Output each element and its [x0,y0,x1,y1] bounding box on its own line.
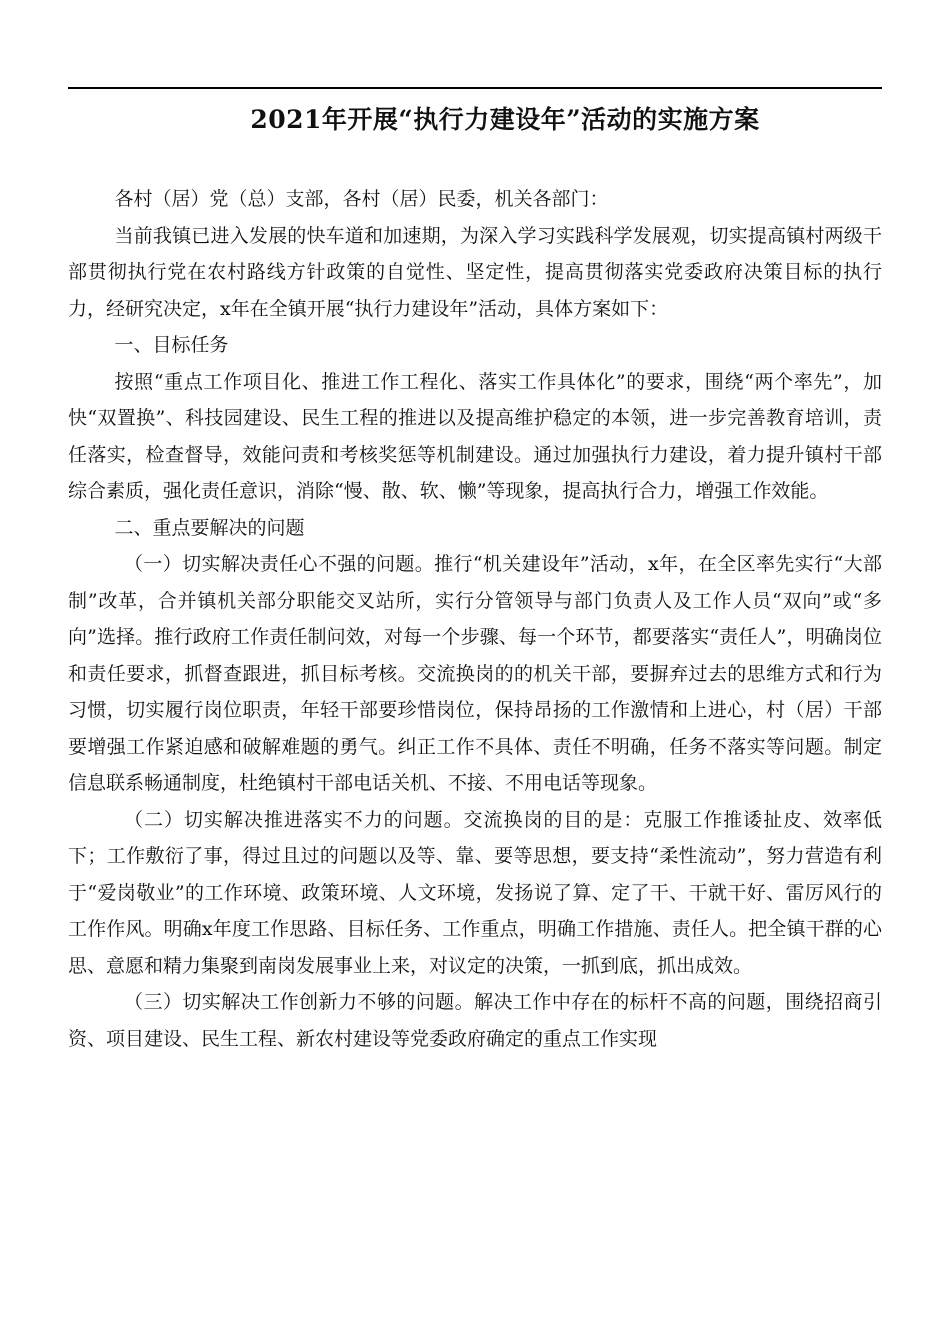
problem-item-1: （一）切实解决责任心不强的问题。推行“机关建设年”活动，x年，在全区率先实行“大部制”改革，合并镇机关部分职能交叉站所，实行分管领导与部门负责人及工作人员“双向”或“多向”选择。推行政府工作责任制问效，对每一个步骤、每一个环节，都要落实“责任人”，明确岗位和责任要求，抓督查跟进，抓目标考核。交流换岗的的机关干部，要摒弃过去的思维方式和行为习惯，切实履行岗位职责，年轻干部要珍惜岗位，保持昂扬的工作激情和上进心，村（居）干部要增强工作紧迫感和破解难题的勇气。纠正工作不具体、责任不明确，任务不落实等问题。制定信息联系畅通制度，杜绝镇村干部电话关机、不接、不用电话等现象。 [68,553,882,794]
salutation-paragraph: 各村（居）党（总）支部，各村（居）民委，机关各部门： [114,188,609,210]
section-heading-problems: 二、重点要解决的问题 [114,516,305,539]
document-body [68,181,882,1057]
goals-paragraph: 按照“重点工作项目化、推进工作工程化、落实工作具体化”的要求，围绕“两个率先”，加快“双置换”、科技园建设、民生工程的推进以及提高维护稳定的本领，进一步完善教育培训，责任落实，检查督导，效能问责和考核奖惩等机制建设。通过加强执行力建设，着力提升镇村干部综合素质，强化责任意识，消除“慢、散、软、懒”等现象，提高执行合力，增强工作效能。 [68,370,882,502]
intro-paragraph: 当前我镇已进入发展的快车道和加速期，为深入学习实践科学发展观，切实提高镇村两级干部贯彻执行党在农村路线方针政策的自觉性、坚定性，提高贯彻落实党委政府决策目标的执行力，经研究决定，x年在全镇开展“执行力建设年”活动，具体方案如下： [68,224,882,320]
document-title: 2021年开展“执行力建设年”活动的实施方案 [250,105,760,134]
problem-item-3: （三）切实解决工作创新力不够的问题。解决工作中存在的标杆不高的问题，围绕招商引资、项目建设、民生工程、新农村建设等党委政府确定的重点工作实现 [68,991,882,1050]
section-heading-goals: 一、目标任务 [114,334,229,356]
problem-item-2: （二）切实解决推进落实不力的问题。交流换岗的目的是：克服工作推诿扯皮、效率低下；工作敷衍了事，得过且过的问题以及等、靠、要等思想，要支持“柔性流动”，努力营造有利于“爱岗敬业”的工作环境、政策环境、人文环境，发扬说了算、定了干、干就干好、雷厉风行的工作作风。明确x年度工作思路、目标任务、工作重点，明确工作措施、责任人。把全镇干群的心思、意愿和精力集聚到南岗发展事业上来，对议定的决策，一抓到底，抓出成效。 [68,808,882,977]
header-rule [68,87,882,89]
